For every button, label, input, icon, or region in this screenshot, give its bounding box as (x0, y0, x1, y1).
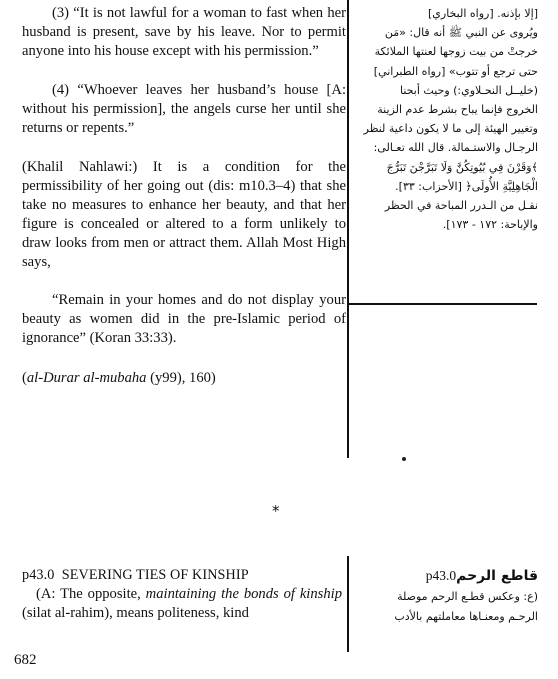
english-column (22, 4, 346, 388)
arabic-line: وتغيير الهيئة إلى ما لا يكون داعية لنظر (363, 122, 538, 136)
arabic-line: الرجـال والاستـمالة. قال الله تعـالى: (373, 141, 538, 155)
section-code: p43.0 (22, 567, 55, 583)
hadith-4: (4) “Whoever leaves her husband’s house [A: without his permission], the angels curse her until she returns or repents.” (22, 82, 346, 136)
section-title-ar: قاطع الرحم (456, 568, 538, 584)
arabic-line: (ع: وعكس قطـع الرحم موصلة (397, 590, 538, 603)
section-heading-en (22, 566, 342, 585)
section-body-en: (A: The opposite, maintaining the bonds of kinship (silat al-rahim), means politeness, kind (22, 586, 342, 621)
section-divider-star: * (272, 502, 280, 520)
source-title: al-Durar al-mubaha (26, 370, 147, 386)
section-title-en: SEVERING TIES OF KINSHIP (61, 567, 249, 583)
arabic-line: ﴾وَقَرْنَ فِي بُيُوتِكُنَّ وَلَا تَبَرَّجْنَ تَبَرُّجَ (386, 160, 538, 174)
right-column-rule (347, 303, 537, 305)
source-reference: (al-Durar al-mubaha (y99), 160) (22, 370, 216, 386)
arabic-column (354, 4, 538, 234)
arabic-line: (خليــل النحـلاوي:) وحيث أبحنا (400, 83, 538, 97)
section-arabic (354, 566, 538, 627)
column-divider-bottom (347, 556, 349, 652)
arabic-line: ويُروى عن النبي ﷺ أنه قال: «مَن (384, 26, 538, 40)
arabic-line: والإباحة: ١٧٢ - ١٧٣]. (442, 218, 538, 232)
khalil-nahlawi-commentary: (Khalil Nahlawi:) It is a condition for the permissibility of her going out (dis: m10.3–4) that she take no measures to enhance her beauty, and that her figure is concealed or altered to a form unlikely to draw looks from men or attract them. Allah Most High says, (22, 159, 346, 270)
arabic-line: حتى ترجع أو تتوب» [رواه الطبراني] (373, 64, 538, 78)
arabic-line: الْجَاهِلِيَّةِ الأُولَى﴿ [الأحزاب: ٣٣]. (395, 179, 538, 193)
section-english (22, 566, 342, 623)
hadith-3: (3) “It is not lawful for a woman to fast when her husband is present, save by his leave. Nor to permit anyone into his house except with his permission.” (22, 5, 346, 59)
koran-quote: “Remain in your homes and do not display your beauty as women did in the pre-Islamic period of ignorance” (Koran 33:33). (22, 292, 346, 346)
section-heading-ar (354, 566, 538, 587)
arabic-line: الرحـم ومعنـاها معاملتهم بالأدب (394, 610, 538, 623)
column-divider-top (347, 0, 349, 458)
arabic-line: نقـل من الـدرر المباحة في الحظر (384, 199, 538, 213)
section-code-ar: p43.0 (425, 568, 457, 583)
arabic-line: خرجتْ من بيت زوجها لعنتها الملائكة (374, 45, 538, 59)
arabic-line: [إلا بإذنه. [رواه البخاري] (427, 7, 538, 20)
page-number: 682 (14, 652, 37, 668)
arabic-line: الخروج فإنما يباح بشرط عدم الزينة (377, 103, 538, 117)
scan-speck (402, 457, 406, 461)
